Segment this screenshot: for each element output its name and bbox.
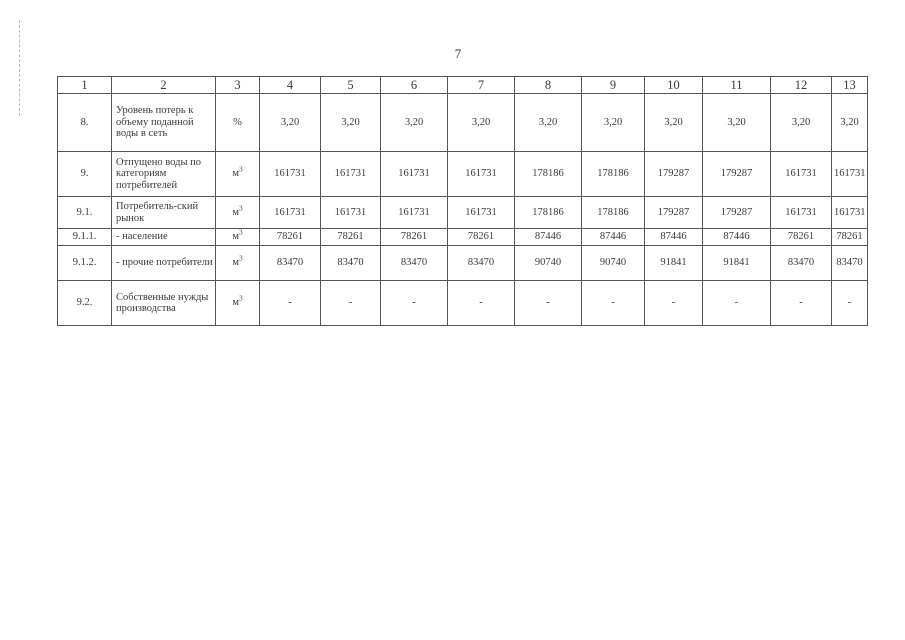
row-number-cell: 9.1.1. xyxy=(58,229,112,246)
column-header: 6 xyxy=(381,77,448,94)
value-cell: 90740 xyxy=(582,246,645,281)
value-cell: 161731 xyxy=(321,197,381,229)
value-cell: 3,20 xyxy=(448,94,515,152)
column-header: 7 xyxy=(448,77,515,94)
table-row xyxy=(58,229,868,246)
value-cell: 179287 xyxy=(703,152,771,197)
value-cell: 3,20 xyxy=(832,94,868,152)
row-label-cell: Уровень потерь к объему поданной воды в сеть xyxy=(112,94,216,152)
value-cell: 87446 xyxy=(582,229,645,246)
value-cell: 83470 xyxy=(832,246,868,281)
column-header: 9 xyxy=(582,77,645,94)
unit-cell xyxy=(216,246,260,281)
value-cell: 161731 xyxy=(381,152,448,197)
table-row xyxy=(58,197,868,229)
table-row xyxy=(58,281,868,326)
value-cell: 161731 xyxy=(832,197,868,229)
unit-superscript: 3 xyxy=(239,204,243,212)
table-row xyxy=(58,94,868,152)
table-header-row xyxy=(58,77,868,94)
column-header: 3 xyxy=(216,77,260,94)
value-cell: 178186 xyxy=(582,197,645,229)
value-cell: 78261 xyxy=(321,229,381,246)
table-row xyxy=(58,152,868,197)
value-cell: 161731 xyxy=(260,152,321,197)
row-label-cell: - прочие потребители xyxy=(112,246,216,281)
unit-text: м xyxy=(232,206,240,218)
value-cell: 78261 xyxy=(260,229,321,246)
row-number-cell: 9.2. xyxy=(58,281,112,326)
value-cell: 87446 xyxy=(645,229,703,246)
value-cell: - xyxy=(260,281,321,326)
column-header: 2 xyxy=(112,77,216,94)
row-label-cell: Собственные нужды производства xyxy=(112,281,216,326)
unit-cell xyxy=(216,281,260,326)
unit-superscript: 3 xyxy=(239,228,243,237)
value-cell: 3,20 xyxy=(703,94,771,152)
value-cell: 78261 xyxy=(771,229,832,246)
value-cell: - xyxy=(703,281,771,326)
row-label-cell: Отпущено воды по категориям потребителей xyxy=(112,152,216,197)
value-cell: 178186 xyxy=(515,197,582,229)
unit-cell xyxy=(216,94,260,152)
value-cell: - xyxy=(771,281,832,326)
value-cell: 91841 xyxy=(703,246,771,281)
value-cell: 161731 xyxy=(448,152,515,197)
value-cell: - xyxy=(381,281,448,326)
value-cell: 83470 xyxy=(260,246,321,281)
value-cell: 83470 xyxy=(321,246,381,281)
value-cell: - xyxy=(448,281,515,326)
column-header: 11 xyxy=(703,77,771,94)
value-cell: 83470 xyxy=(381,246,448,281)
value-cell: 78261 xyxy=(448,229,515,246)
value-cell: 161731 xyxy=(381,197,448,229)
value-cell: 161731 xyxy=(321,152,381,197)
value-cell: 78261 xyxy=(832,229,868,246)
unit-text: м xyxy=(232,297,240,308)
table-row xyxy=(58,246,868,281)
value-cell: 3,20 xyxy=(645,94,703,152)
value-cell: - xyxy=(321,281,381,326)
value-cell: - xyxy=(582,281,645,326)
value-cell: 161731 xyxy=(771,197,832,229)
unit-cell xyxy=(216,152,260,197)
value-cell: 3,20 xyxy=(515,94,582,152)
margin-line xyxy=(19,20,20,116)
column-header: 12 xyxy=(771,77,832,94)
column-header: 13 xyxy=(832,77,868,94)
row-label-cell: Потребитель-ский рынок xyxy=(112,197,216,229)
unit-cell xyxy=(216,229,260,246)
page-number: 7 xyxy=(454,46,462,61)
value-cell: 90740 xyxy=(515,246,582,281)
unit-text: % xyxy=(233,116,242,128)
unit-cell xyxy=(216,197,260,229)
unit-text: м xyxy=(232,257,240,268)
value-cell: 3,20 xyxy=(381,94,448,152)
column-header: 5 xyxy=(321,77,381,94)
column-header: 4 xyxy=(260,77,321,94)
row-number-cell: 9.1.2. xyxy=(58,246,112,281)
value-cell: 87446 xyxy=(703,229,771,246)
column-header: 8 xyxy=(515,77,582,94)
value-cell: 161731 xyxy=(832,152,868,197)
unit-text: м xyxy=(232,168,240,179)
value-cell: 87446 xyxy=(515,229,582,246)
value-cell: 3,20 xyxy=(582,94,645,152)
value-cell: 3,20 xyxy=(260,94,321,152)
unit-superscript: 3 xyxy=(239,294,243,303)
value-cell: - xyxy=(645,281,703,326)
row-number-cell: 8. xyxy=(58,94,112,152)
row-number-cell: 9. xyxy=(58,152,112,197)
value-cell: 83470 xyxy=(771,246,832,281)
value-cell: 161731 xyxy=(260,197,321,229)
value-cell: 178186 xyxy=(515,152,582,197)
value-cell: 179287 xyxy=(645,152,703,197)
data-table xyxy=(57,76,868,326)
value-cell: - xyxy=(515,281,582,326)
value-cell: - xyxy=(832,281,868,326)
row-number-cell: 9.1. xyxy=(58,197,112,229)
value-cell: 161731 xyxy=(771,152,832,197)
unit-superscript: 3 xyxy=(239,165,243,174)
column-header: 10 xyxy=(645,77,703,94)
unit-text: м xyxy=(232,231,240,242)
value-cell: 3,20 xyxy=(321,94,381,152)
value-cell: 178186 xyxy=(582,152,645,197)
value-cell: 78261 xyxy=(381,229,448,246)
value-cell: 179287 xyxy=(703,197,771,229)
value-cell: 179287 xyxy=(645,197,703,229)
row-label-cell: - население xyxy=(112,229,216,246)
value-cell: 161731 xyxy=(448,197,515,229)
value-cell: 83470 xyxy=(448,246,515,281)
unit-superscript: 3 xyxy=(239,254,243,263)
value-cell: 91841 xyxy=(645,246,703,281)
value-cell: 3,20 xyxy=(771,94,832,152)
column-header: 1 xyxy=(58,77,112,94)
